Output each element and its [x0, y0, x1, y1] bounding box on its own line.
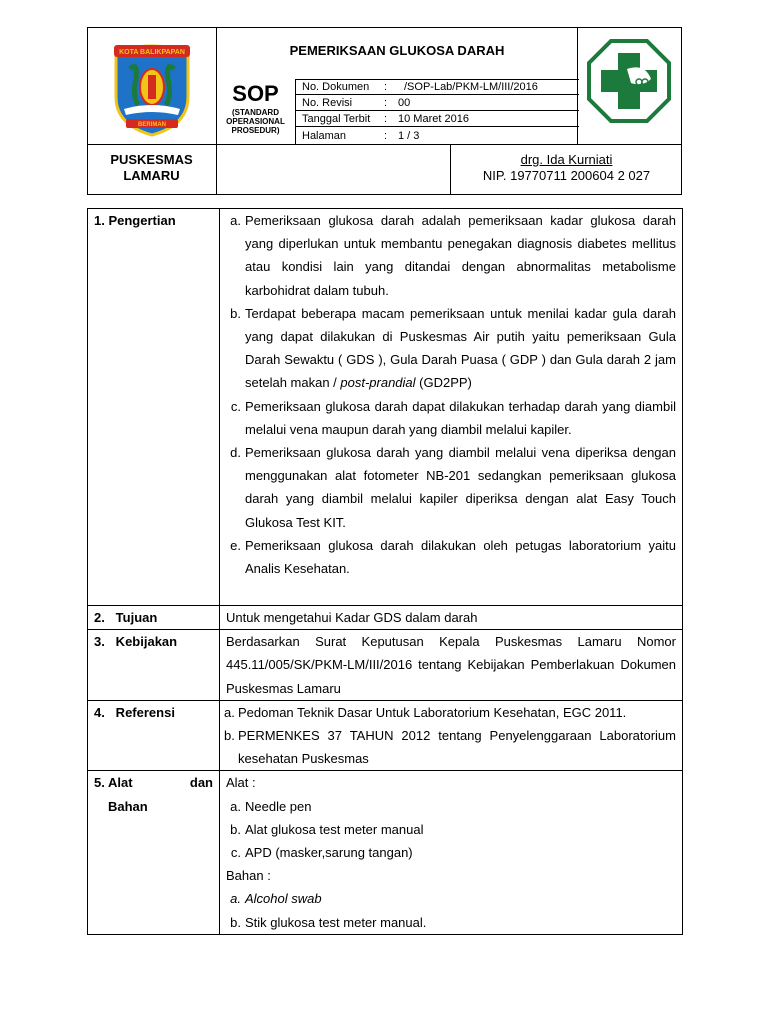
list-item: c. Pemeriksaan glukosa darah dapat dilakukan terhadap darah yang diambil melalui vena maupun darah yang diambil melalui kapiler. — [230, 398, 676, 437]
sop-sub-2: OPERASIONAL — [226, 117, 285, 126]
sop-sub-1: (STANDARD — [232, 108, 279, 117]
content-referensi — [220, 700, 683, 771]
list-item: d. Pemeriksaan glukosa darah yang diambil melalui vena diperiksa dengan menggunakan alat fotometer NB-201 sedangkan pemeriksaan glukosa darah yang diambil melalui kapiler diperiksa dengan alat Easy Touch Glukosa Test KIT. — [230, 445, 676, 530]
row-pengertian — [88, 209, 683, 606]
content-tujuan: Untuk mengetahui Kadar GDS dalam darah — [220, 606, 683, 630]
meta-row-dokumen: No. Dokumen : /SOP-Lab/PKM-LM/III/2016 — [296, 80, 579, 95]
sop-label: SOP — [232, 81, 279, 106]
content-kebijakan: Berdasarkan Surat Keputusan Kepala Puskesmas Lamaru Nomor 445.11/005/SK/PKM-LM/III/2016 tentang Kebijakan Pemberlakuan Dokumen Puskesmas Lamaru — [220, 630, 683, 701]
list-item: a. Pemeriksaan glukosa darah adalah pemeriksaan kadar glukosa darah yang diperlukan untuk membantu penegakan diagnosis diabetes mellitus atau kondisi lain yang ditandai dengan abnormalitas metabolisme karbohidrat dalam tubuh. — [230, 213, 676, 298]
row-referensi — [88, 700, 683, 771]
svg-text:KOTA BALIKPAPAN: KOTA BALIKPAPAN — [119, 49, 185, 56]
balikpapan-emblem-logo — [108, 39, 196, 137]
signer-name: drg. Ida Kurniati — [520, 152, 613, 167]
sop-block — [217, 79, 294, 144]
list-item: a. Pedoman Teknik Dasar Untuk Laboratorium Kesehatan, EGC 2011. — [224, 704, 627, 720]
content-alat-bahan — [220, 771, 683, 934]
list-item: e. Pemeriksaan glukosa darah dilakukan oleh petugas laboratorium yaitu Analis Kesehatan. — [230, 537, 676, 577]
content-pengertian — [220, 209, 683, 606]
list-item: b. Alat glukosa test meter manual — [230, 821, 424, 837]
signer-block — [451, 152, 682, 184]
label-referensi: 4. Referensi — [88, 700, 220, 771]
label-kebijakan: 3. Kebijakan — [88, 630, 220, 701]
document-meta — [295, 79, 578, 144]
list-item: b. Stik glukosa test meter manual. — [230, 914, 427, 930]
row-alat-bahan — [88, 771, 683, 934]
list-item: a. Needle pen — [230, 798, 312, 814]
label-tujuan: 2. Tujuan — [88, 606, 220, 630]
signer-nip: NIP. 19770711 200604 2 027 — [482, 168, 651, 183]
sop-sub-3: PROSEDUR) — [231, 126, 280, 135]
puskesmas-logo — [587, 39, 671, 123]
meta-row-halaman: Halaman : 1 / 3 — [302, 129, 420, 142]
document-header — [87, 27, 682, 195]
org-name: PUSKESMAS LAMARU — [110, 152, 193, 183]
bahan-heading: Bahan : — [226, 868, 271, 884]
label-alat-bahan: 5. Alat dan Bahan — [88, 771, 220, 934]
label-pengertian: 1. Pengertian — [88, 209, 220, 606]
list-item: b. PERMENKES 37 TAHUN 2012 tentang Penyelenggaraan Laboratorium kesehatan Puskesmas — [224, 728, 676, 767]
document-title: PEMERIKSAAN GLUKOSA DARAH — [289, 43, 505, 58]
sop-content-table — [87, 208, 683, 935]
meta-row-revisi: No. Revisi : 00 — [296, 96, 579, 111]
list-item: b. Terdapat beberapa macam pemeriksaan untuk menilai kadar gula darah yang dapat dilakukan di Puskesmas Air putih yaitu pemeriksaan Gula Darah Sewaktu ( GDS ), Gula Darah Puasa ( GDP ) dan Gula darah 2 jam setelah makan / post-prandial (GD2PP) — [230, 305, 676, 391]
list-item: a. Alcohol swab — [230, 891, 322, 907]
row-tujuan — [88, 606, 683, 630]
alat-heading: Alat : — [226, 775, 256, 791]
list-item: c. APD (masker,sarung tangan) — [230, 845, 413, 861]
svg-text:BERIMAN: BERIMAN — [138, 122, 166, 128]
meta-row-tanggal: Tanggal Terbit : 10 Maret 2016 — [296, 112, 579, 127]
row-kebijakan — [88, 630, 683, 701]
